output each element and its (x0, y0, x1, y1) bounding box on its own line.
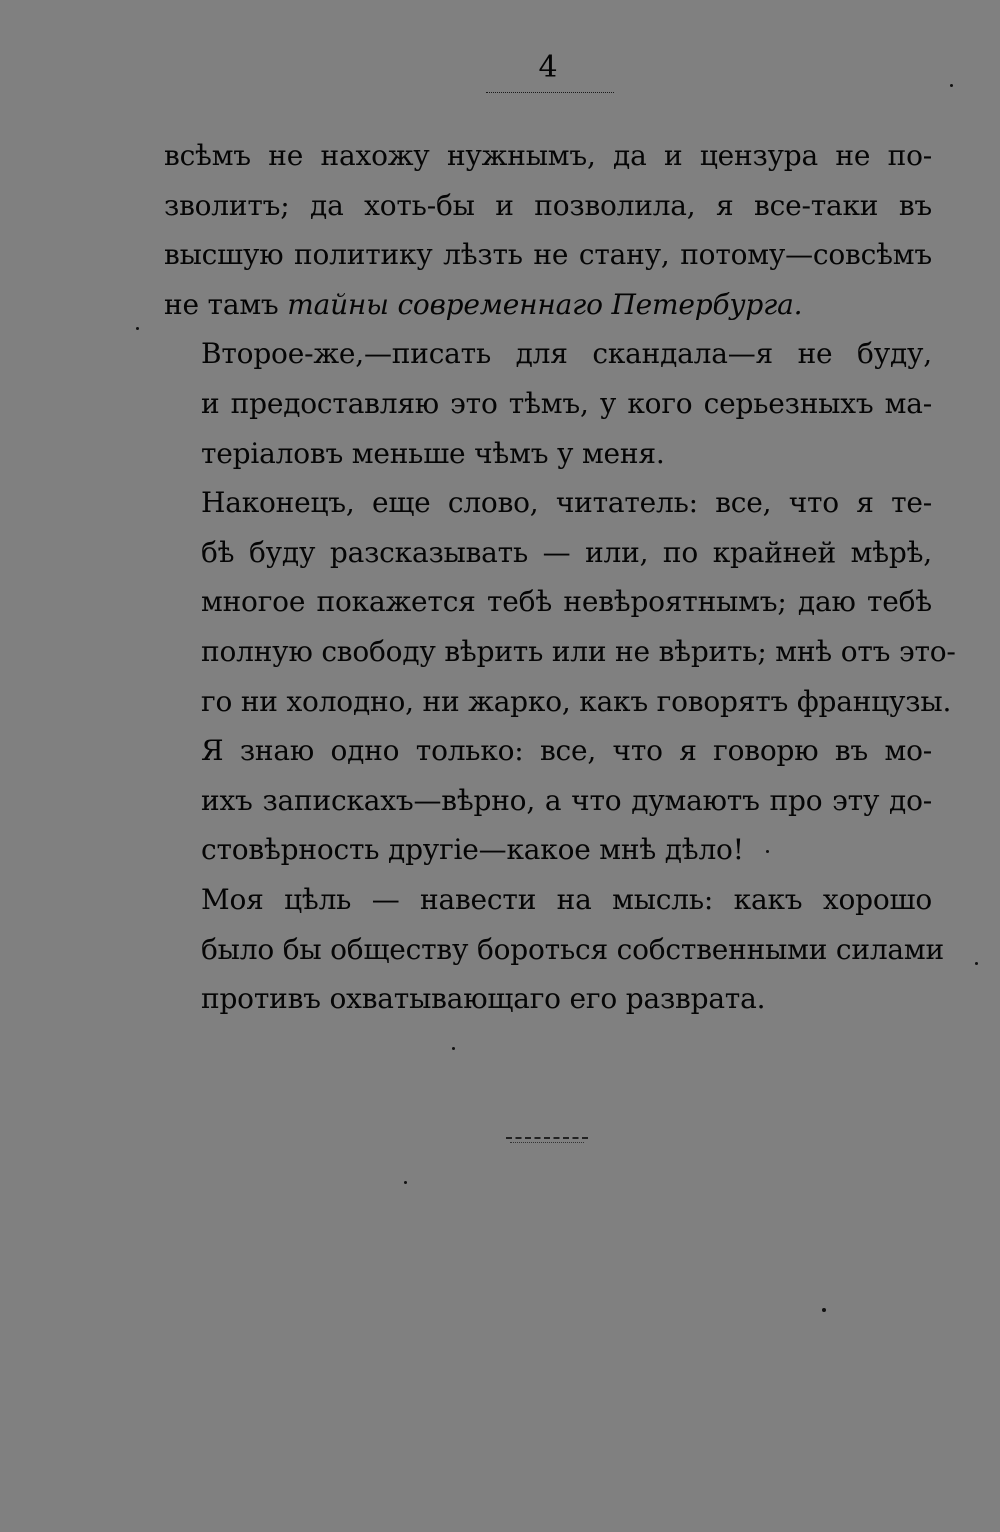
paragraph-4 (164, 726, 932, 875)
text-line: всѣмъ не нахожу нужнымъ, да и цензура не по- (164, 139, 932, 172)
text-line: противъ охватывающаго его разврата. (201, 982, 766, 1016)
scan-speck (950, 84, 953, 87)
text-line: Второе-же,—писать для скандала—я не буду, (201, 337, 932, 371)
scan-speck (136, 327, 139, 330)
paragraph-2 (164, 329, 932, 478)
text-line: теріаловъ меньше чѣмъ у меня. (201, 436, 665, 470)
header-rule (486, 92, 614, 93)
text-line: бѣ буду разсказывать — или, по крайней мѣрѣ, (201, 535, 932, 569)
text-line: полную свободу вѣрить или не вѣрить; мнѣ отъ это- (201, 634, 956, 668)
text-line: стовѣрность другіе—какое мнѣ дѣло! (201, 833, 744, 867)
paragraph-1 (164, 131, 932, 329)
text-line: Моя цѣль — навести на мысль: какъ хорошо (201, 882, 932, 916)
text-line: и предоставляю это тѣмъ, у кого серьезныхъ ма- (201, 386, 932, 420)
scan-speck (452, 1047, 455, 1050)
text-line (164, 280, 932, 330)
scan-speck (404, 1181, 407, 1184)
scan-speck (822, 1308, 826, 1312)
end-ornament (506, 1137, 588, 1145)
text-line: Наконецъ, еще слово, читатель: все, что я те- (201, 486, 932, 520)
scan-speck (766, 850, 769, 853)
text-line: ихъ запискахъ—вѣрно, а что думаютъ про эту до- (201, 783, 932, 817)
ornament-rule (510, 1142, 584, 1143)
ornament-rule (506, 1137, 588, 1139)
text-line: го ни холодно, ни жарко, какъ говорятъ французы. (201, 684, 952, 718)
paragraph-3 (164, 478, 956, 726)
text-line: многое покажется тебѣ невѣроятнымъ; даю тебѣ (201, 585, 932, 619)
scan-speck (975, 962, 978, 965)
page-number: 4 (538, 50, 558, 85)
text-run: не тамъ (164, 287, 288, 321)
paragraph-5 (164, 875, 944, 1024)
italic-title: тайны современнаго Петербурга. (287, 287, 803, 321)
text-line: зволитъ; да хоть-бы и позволила, я все-таки въ (164, 188, 932, 222)
text-line: Я знаю одно только: все, что я говорю въ мо- (201, 734, 932, 768)
text-line: высшую политику лѣзть не стану, потому—совсѣмъ (164, 238, 932, 272)
text-line: было бы обществу бороться собственными силами (201, 932, 944, 966)
body-text (164, 131, 956, 1024)
